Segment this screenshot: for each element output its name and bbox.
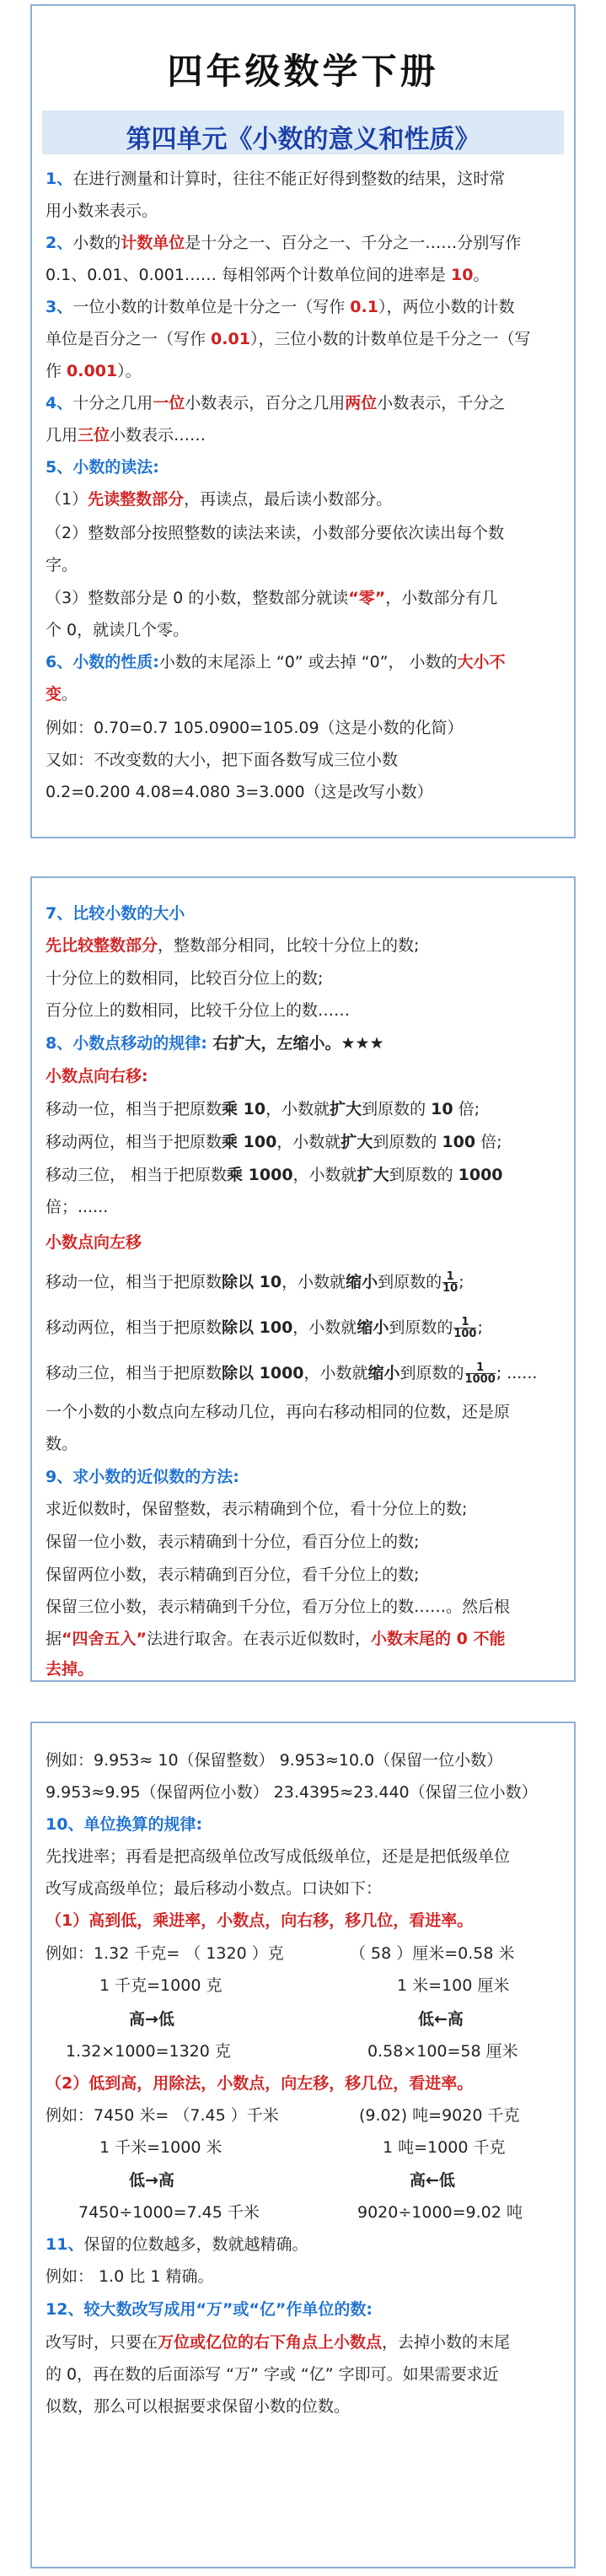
text: 十分之几用 (72, 394, 153, 412)
point-9-3: 保留两位小数，表示精确到百分位，看千分位上的数; (46, 1566, 420, 1584)
conversion-calc: 1.32×1000=1320 克 (66, 2042, 231, 2061)
text: 一位小数的计数单位是十分之一（写作 (72, 298, 351, 316)
text: 移动两位，相当于把原数 (46, 1133, 223, 1151)
text: ），两位小数的计数 (378, 298, 515, 316)
text: 保留的位数越多，数就越精确。 (83, 2235, 308, 2254)
left-move-summary: 一个小数的小数点向左移动几位，再向右移动相同的位数，还是原 (46, 1403, 511, 1421)
text: 移动两位，相当于把原数 (46, 1318, 223, 1337)
point-heading: 8、小数点移动的规律: (46, 1034, 207, 1053)
point-4-cont (46, 424, 564, 446)
text: 小数表示，百分之几用 (185, 394, 346, 412)
point-5-1 (46, 488, 564, 510)
text: ，小数就 (265, 1100, 330, 1118)
text: 小数表示，千分之 (377, 394, 506, 412)
conversion-example: (9.02) 吨=9020 千克 (359, 2106, 520, 2125)
conversion-calc: 9020÷1000=9.02 吨 (357, 2203, 523, 2222)
point-4 (46, 392, 564, 414)
bold: 扩大 (330, 1100, 362, 1118)
text: 。 (62, 685, 78, 703)
highlight: 两位 (345, 394, 378, 412)
point-7-3: 百分位上的数相同，比较千分位上的数…… (46, 1001, 351, 1020)
bold: 除以 10 (222, 1273, 282, 1291)
point-number: 3、 (46, 298, 73, 316)
bold: 1000 (458, 1166, 503, 1184)
conversion-example: 例如：1.32 千克= （ 1320 ）克 (46, 1944, 284, 1963)
point-3-cont (46, 328, 564, 350)
rule-low-to-high: （2）低到高，用除法，小数点，向左移，移几位，看进率。 (46, 2074, 474, 2093)
point-3 (46, 296, 564, 318)
point-text: 在进行测量和计算时，往往不能正好得到整数的结果，这时常 (72, 170, 506, 188)
text: 移动一位，相当于把原数 (46, 1100, 223, 1118)
direction-label: 高←低 (410, 2171, 455, 2190)
bold: 扩大 (341, 1133, 373, 1151)
text: ，去掉小数的末尾 (382, 2333, 511, 2352)
unit-title-bar (42, 110, 564, 154)
point-2 (46, 232, 564, 254)
text: 到原数的 (400, 1364, 464, 1382)
point-5-heading: 5、小数的读法: (46, 458, 159, 477)
text: （2）整数部分按照整数的读法来读，小数部分要依次读出每个数 (46, 524, 505, 542)
point-6-cont (46, 683, 564, 705)
text: （3）整数部分是 0 的小数，整数部分就读 (46, 589, 349, 607)
text: 字。 (46, 556, 78, 574)
point-12-heading: 12、较大数改写成用“万”或“亿”作单位的数: (46, 2300, 373, 2319)
text: 移动三位， 相当于把原数 (46, 1166, 228, 1184)
conversion-calc: 7450÷1000=7.45 千米 (78, 2203, 260, 2222)
text: 倍; (453, 1100, 480, 1118)
bold: 除以 100 (222, 1318, 293, 1337)
text: ，小数就 (292, 1166, 357, 1184)
point-number: 1、 (46, 170, 73, 188)
highlight: “四舍五入” (62, 1630, 147, 1648)
fraction-denominator: 100 (453, 1328, 477, 1340)
point-5-2 (46, 522, 564, 544)
left-move-3 (46, 1362, 564, 1385)
conversion-fact: 1 吨=1000 千克 (383, 2138, 506, 2157)
left-move-2 (46, 1317, 564, 1339)
conversion-fact: 1 千克=1000 克 (99, 1976, 223, 1995)
point-1 (46, 168, 564, 190)
point-2-cont (46, 264, 564, 286)
example-line: 例如：0.70=0.7 105.0900=105.09（这是小数的化简） (46, 719, 464, 737)
text: 小数的 (72, 234, 121, 252)
text: 法进行取舍。在表示近似数时， (147, 1630, 372, 1648)
text: 右扩大，左缩小。★★★ (206, 1034, 384, 1053)
text: 0.1、0.01、0.001…… 每相邻两个计数单位间的进率是 (46, 266, 451, 284)
highlight: 0.01 (211, 330, 250, 348)
text: ; (477, 1318, 483, 1337)
highlight: 小数末尾的 0 不能 (371, 1630, 506, 1648)
unit-title: 第四单元《小数的意义和性质》 (126, 125, 480, 154)
text: ，小数就 (276, 1133, 341, 1151)
text: 个 0，就读几个零。 (46, 621, 190, 639)
text: 单位是百分之一（写作 (46, 330, 212, 348)
bold: 除以 1000 (222, 1364, 304, 1382)
point-9-5 (46, 1628, 564, 1650)
text: 。 (473, 266, 490, 284)
fraction (442, 1271, 458, 1294)
text: ，小数就 (282, 1273, 346, 1291)
bold: 缩小 (357, 1318, 389, 1337)
point-5-3 (46, 587, 564, 609)
fraction (465, 1362, 496, 1385)
point-7-1 (46, 935, 564, 957)
highlight: 一位 (153, 394, 185, 412)
highlight: 先读整数部分 (88, 490, 185, 509)
point-8-heading (46, 1032, 564, 1054)
fraction-denominator: 10 (442, 1282, 459, 1295)
point-12-1 (46, 2331, 564, 2353)
highlight: 大小不 (457, 653, 506, 671)
example-line: 又如：不改变数的大小，把下面各数写成三位小数 (46, 751, 399, 769)
bold: 乘 100 (222, 1133, 277, 1151)
highlight: 0.001 (67, 362, 118, 380)
text: ），三位小数的计数单位是千分之一（写 (249, 330, 531, 348)
point-heading: 6、小数的性质: (46, 653, 159, 671)
page-title: 四年级数学下册 (167, 51, 439, 92)
point-10-2: 改写成高级单位；最后移动小数点。口诀如下： (46, 1879, 383, 1898)
text: （1） (46, 490, 88, 509)
conversion-calc: 0.58×100=58 厘米 (367, 2042, 518, 2061)
direction-label: 高→低 (129, 2010, 174, 2029)
point-5-2-cont (46, 554, 564, 576)
right-move-3-cont: 倍；...... (46, 1198, 109, 1216)
text: 到原数的 (389, 1318, 453, 1337)
text: ，再读点，最后读小数部分。 (184, 490, 393, 509)
highlight: 变 (46, 685, 62, 703)
text: 小数的末尾添上 “0” 或去掉 “0”， 小数的 (158, 653, 458, 671)
point-6 (46, 651, 564, 673)
rule-high-to-low: （1）高到低，乘进率，小数点，向右移，移几位，看进率。 (46, 1911, 474, 1930)
left-move-heading: 小数点向左移 (46, 1233, 142, 1252)
text: 到原数的 (362, 1100, 432, 1118)
point-11-example: 例如： 1.0 比 1 精确。 (46, 2267, 214, 2286)
fraction-numerator: 1 (442, 1271, 458, 1283)
section-card-1 (30, 4, 576, 838)
text: 到原数的 (389, 1166, 459, 1184)
right-move-heading: 小数点向右移: (46, 1067, 148, 1086)
text: 几用 (46, 426, 78, 445)
point-10-1: 先找进率；再看是把高级单位改写成低级单位，还是是把低级单位 (46, 1847, 511, 1866)
text: 据 (46, 1630, 62, 1648)
highlight: 10 (451, 266, 474, 284)
conversion-fact: 1 米=100 厘米 (397, 1976, 510, 1995)
text: 改写时，只要在 (46, 2333, 158, 2352)
point-9-2: 保留一位小数，表示精确到十分位，看百分位上的数; (46, 1533, 420, 1551)
right-move-2 (46, 1131, 564, 1153)
highlight: “零” (348, 589, 386, 607)
point-9-6: 去掉。 (46, 1660, 94, 1679)
text: ，小数就 (292, 1318, 357, 1337)
text: 移动一位，相当于把原数 (46, 1273, 223, 1291)
highlight: 三位 (78, 426, 110, 445)
section-card-2 (30, 876, 576, 1682)
section-card-3 (30, 1722, 576, 2568)
text: 是十分之一、百分之一、千分之一……分别写作 (185, 234, 522, 252)
example-line: 9.953≈9.95（保留两位小数） 23.4395≈23.440（保留三位小数） (46, 1783, 538, 1802)
conversion-example: （ 58 ）厘米=0.58 米 (350, 1944, 515, 1963)
point-10-heading: 10、单位换算的规律: (46, 1815, 203, 1834)
point-12-3: 似数，那么可以根据要求保留小数的位数。 (46, 2397, 351, 2416)
fraction-numerator: 1 (465, 1362, 496, 1374)
bold: 缩小 (367, 1364, 400, 1382)
highlight: 计数单位 (121, 234, 185, 252)
right-move-3 (46, 1164, 564, 1186)
text: ; ...... (496, 1364, 538, 1382)
highlight: 先比较整数部分 (46, 936, 158, 955)
direction-label: 低←高 (418, 2010, 464, 2029)
point-1-cont (46, 200, 564, 222)
text: 小数表示…… (110, 426, 206, 445)
point-text: 用小数来表示。 (46, 202, 158, 220)
text: 倍; (475, 1133, 502, 1151)
bold: 乘 10 (222, 1100, 266, 1118)
fraction-denominator: 1000 (464, 1373, 496, 1386)
point-7-heading: 7、比较小数的大小 (46, 904, 185, 923)
text: 到原数的 (378, 1273, 442, 1291)
point-number: 11、 (46, 2235, 84, 2254)
bold: 扩大 (357, 1166, 389, 1184)
bold: 100 (442, 1133, 476, 1151)
point-9-4: 保留三位小数，表示精确到千分位，看万分位上的数……。然后根 (46, 1598, 511, 1616)
fraction (453, 1317, 476, 1339)
text: 作 (46, 362, 67, 380)
point-number: 4、 (46, 394, 73, 412)
point-5-3-cont (46, 619, 564, 641)
conversion-fact: 1 千米=1000 米 (99, 2138, 223, 2157)
direction-label: 低→高 (129, 2171, 174, 2190)
point-12-2: 的 0，再在数的后面添写 “万” 字或 “亿” 字即可。如果需要求近 (46, 2365, 499, 2384)
example-line: 例如：9.953≈ 10（保留整数） 9.953≈10.0（保留一位小数） (46, 1751, 503, 1770)
point-7-2: 十分位上的数相同，比较百分位上的数; (46, 969, 324, 988)
left-move-1 (46, 1271, 564, 1294)
text: ，小数部分有几 (385, 589, 498, 607)
text: 移动三位，相当于把原数 (46, 1364, 223, 1382)
point-11 (46, 2234, 564, 2255)
text: 到原数的 (373, 1133, 442, 1151)
text: ，整数部分相同，比较十分位上的数; (158, 936, 420, 955)
conversion-example: 例如：7450 米= （7.45 ）千米 (46, 2106, 279, 2125)
fraction-numerator: 1 (453, 1317, 476, 1328)
point-9-heading: 9、求小数的近似数的方法: (46, 1468, 239, 1486)
right-move-1 (46, 1098, 564, 1120)
bold: 10 (431, 1100, 453, 1118)
highlight: 0.1 (350, 298, 378, 316)
text: ，小数就 (303, 1364, 368, 1382)
bold: 缩小 (346, 1273, 378, 1291)
text: ）。 (117, 362, 142, 380)
point-3-cont2 (46, 360, 564, 382)
bold: 乘 1000 (227, 1166, 293, 1184)
left-move-summary-cont: 数。 (46, 1435, 78, 1453)
highlight: 万位或亿位的右下角点上小数点 (158, 2333, 383, 2352)
example-line: 0.2=0.200 4.08=4.080 3=3.000（这是改写小数） (46, 783, 433, 801)
point-9-1: 求近似数时，保留整数，表示精确到个位，看十分位上的数; (46, 1500, 468, 1518)
point-number: 2、 (46, 234, 73, 252)
text: ; (459, 1273, 464, 1291)
